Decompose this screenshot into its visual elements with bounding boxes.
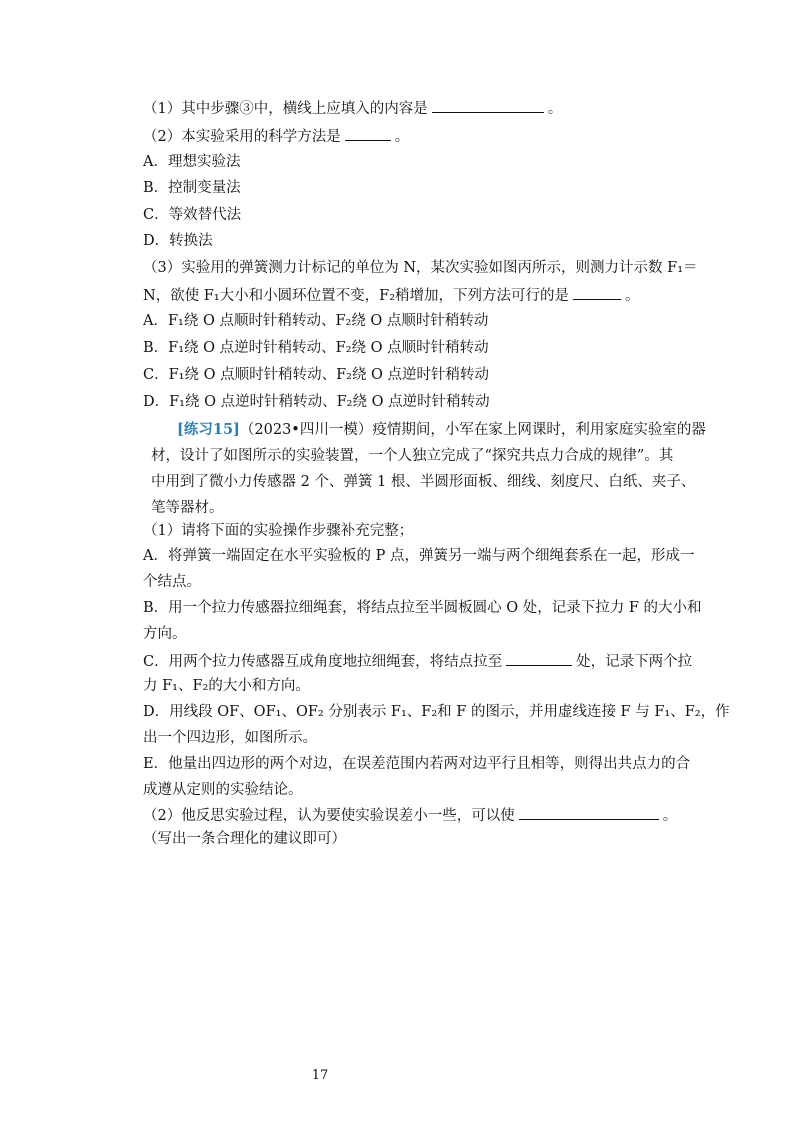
answer-blank [345,125,391,141]
option-c: C．F₁绕 O 点顺时针稍转动、F₂绕 O 点逆时针稍转动 [143,367,490,383]
option-d: D．F₁绕 O 点逆时针稍转动、F₂绕 O 点逆时针稍转动 [143,394,490,410]
option-a: A．F₁绕 O 点顺时针稍转动、F₂绕 O 点顺时针稍转动 [143,313,489,329]
option-d: D．转换法 [143,233,213,249]
question-2-text: （2）本实验采用的科学方法是 [143,129,341,145]
step-c-line-2: 力 F₁、F₂的大小和方向。 [143,678,310,694]
practice-tag: [练习15] [177,421,240,438]
part-2: （2）他反思实验过程，认为要使实验误差小一些，可以使 。 [143,804,677,826]
step-e-line-1: E．他量出四边形的两个对边，在误差范围内若两对边平行且相等，则得出共点力的合 [143,756,691,772]
part-2-note: （写出一条合理化的建议即可） [143,831,346,847]
practice-line-1: [练习15]（2023•四川一模）疫情期间，小军在家上网课时，利用家庭实验室的器 [177,421,706,438]
step-a-line-1: A．将弹簧一端固定在水平实验板的 P 点，弹簧另一端与两个细绳套系在一起，形成一 [143,548,695,564]
step-a-line-2: 个结点。 [143,574,201,590]
part-1-intro: （1）请将下面的实验操作步骤补充完整； [143,523,414,539]
step-c-line-1: C．用两个拉力传感器互成角度地拉细绳套，将结点拉至 处，记录下两个拉 [143,650,692,672]
answer-blank [506,650,572,666]
practice-line-3: 中用到了微小力传感器 2 个、弹簧 1 根、半圆形面板、细线、刻度尺、白纸、夹子、 [151,474,696,490]
step-b-line-1: B．用一个拉力传感器拉细绳套，将结点拉至半圆板圆心 O 处，记录下拉力 F 的大小和 [143,600,702,616]
question-1-text: （1）其中步骤③中，横线上应填入的内容是 [143,101,428,117]
practice-line-2: 材，设计了如图所示的实验装置，一个人独立完成了“探究共点力合成的规律”。其 [151,448,674,464]
step-d-line-2: 出一个四边形，如图所示。 [143,730,317,746]
option-c: C．等效替代法 [143,207,242,223]
option-b: B．控制变量法 [143,180,241,196]
question-3-line-2: N，欲使 F₁大小和小圆环位置不变，F₂稍增加，下列方法可行的是 。 [143,284,640,306]
answer-blank [519,804,659,820]
option-a: A．理想实验法 [143,154,241,170]
question-1: （1）其中步骤③中，横线上应填入的内容是 。 [143,97,562,119]
step-d-line-1: D．用线段 OF、OF₁、OF₂ 分别表示 F₁、F₂和 F 的图示，并用虚线连接 F 与 F₁、F₂，作 [143,704,730,720]
option-b: B．F₁绕 O 点逆时针稍转动、F₂绕 O 点顺时针稍转动 [143,340,489,356]
step-e-line-2: 成遵从定则的实验结论。 [143,782,303,798]
page-number: 17 [311,1068,329,1083]
step-b-line-2: 方向。 [143,626,187,642]
answer-blank [573,284,621,300]
question-2: （2）本实验采用的科学方法是 。 [143,125,409,147]
answer-blank [432,97,544,113]
question-3-line-1: （3）实验用的弹簧测力计标记的单位为 N，某次实验如图丙所示，则测力计示数 F₁＝ [143,260,698,276]
practice-line-4: 笔等器材。 [151,500,224,516]
